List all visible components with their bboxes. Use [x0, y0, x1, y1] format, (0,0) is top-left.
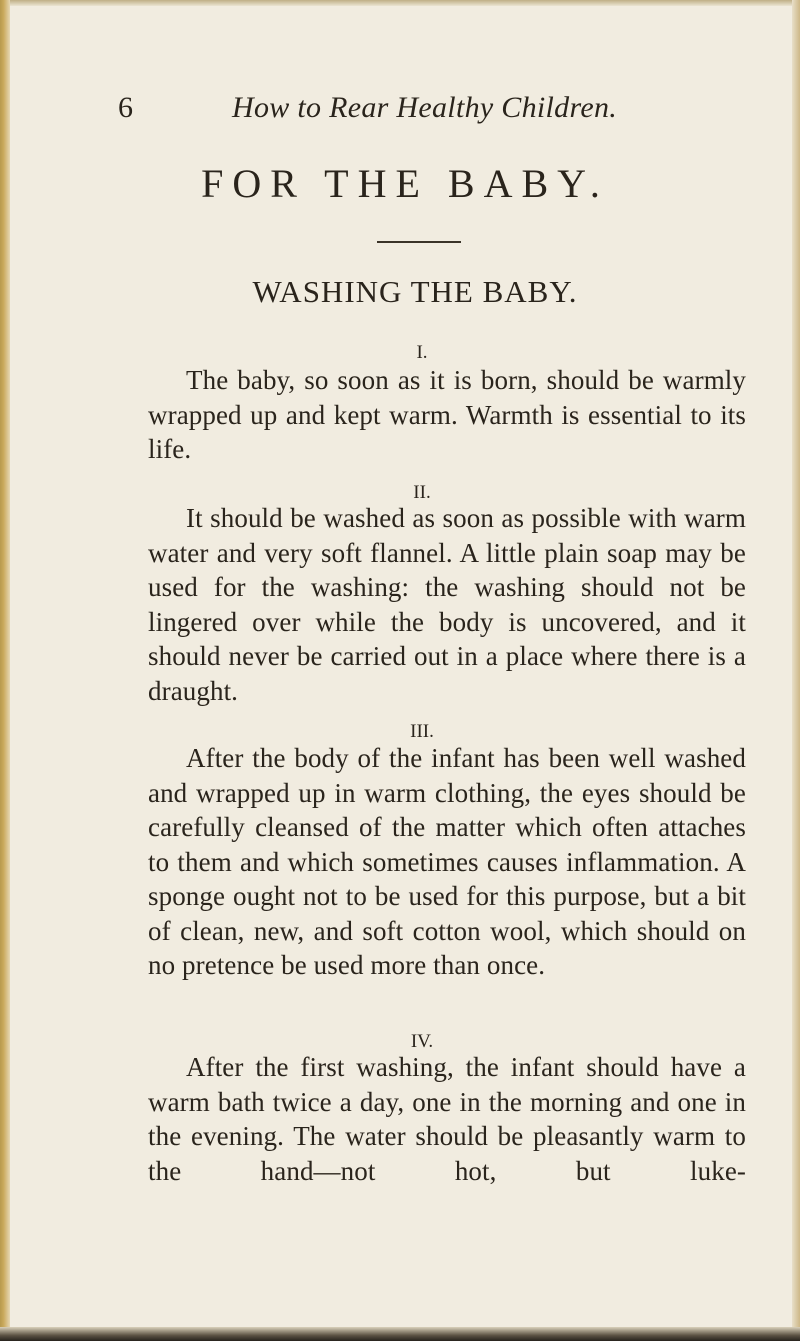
title-rule — [377, 241, 461, 243]
section-numeral-2: II. — [413, 482, 431, 503]
section-paragraph-2: It should be washed as soon as possible with warm water and very soft flannel. A little plain soap may be used for the washing: the washing should not be lingered over while the body is uncovered, and it should never be carried out in a place where there is a draught. — [148, 503, 746, 706]
running-head — [118, 88, 678, 128]
running-title: How to Rear Healthy Children. — [232, 91, 618, 124]
page-bottom-edge — [0, 1327, 800, 1341]
section-paragraph-3: After the body of the infant has been well washed and wrapped up in warm clothing, the eyes should be carefully cleansed of the matter which often attaches to them and which sometimes causes inflammation. A sponge ought not to be used for this purpose, but a bit of clean, new, and soft cotton wool, which should on no pretence be used more than once. — [148, 743, 746, 980]
section-title: FOR THE BABY. — [201, 161, 609, 206]
section-numeral-3: III. — [410, 721, 434, 742]
subsection-title: WASHING THE BABY. — [252, 274, 578, 309]
section-numeral-4: IV. — [410, 1031, 434, 1052]
section-paragraph-1: The baby, so soon as it is born, should be warmly wrapped up and kept warm. Warmth is essential to its life. — [148, 365, 746, 464]
section-numeral-1: I. — [416, 342, 428, 363]
page-number: 6 — [118, 91, 133, 124]
page-top-edge — [0, 0, 800, 6]
section-paragraph-4: After the first washing, the infant should have a warm bath twice a day, one in the morning and one in the evening. The water should be pleasantly warm to the hand—not hot, but luke- — [148, 1052, 746, 1186]
